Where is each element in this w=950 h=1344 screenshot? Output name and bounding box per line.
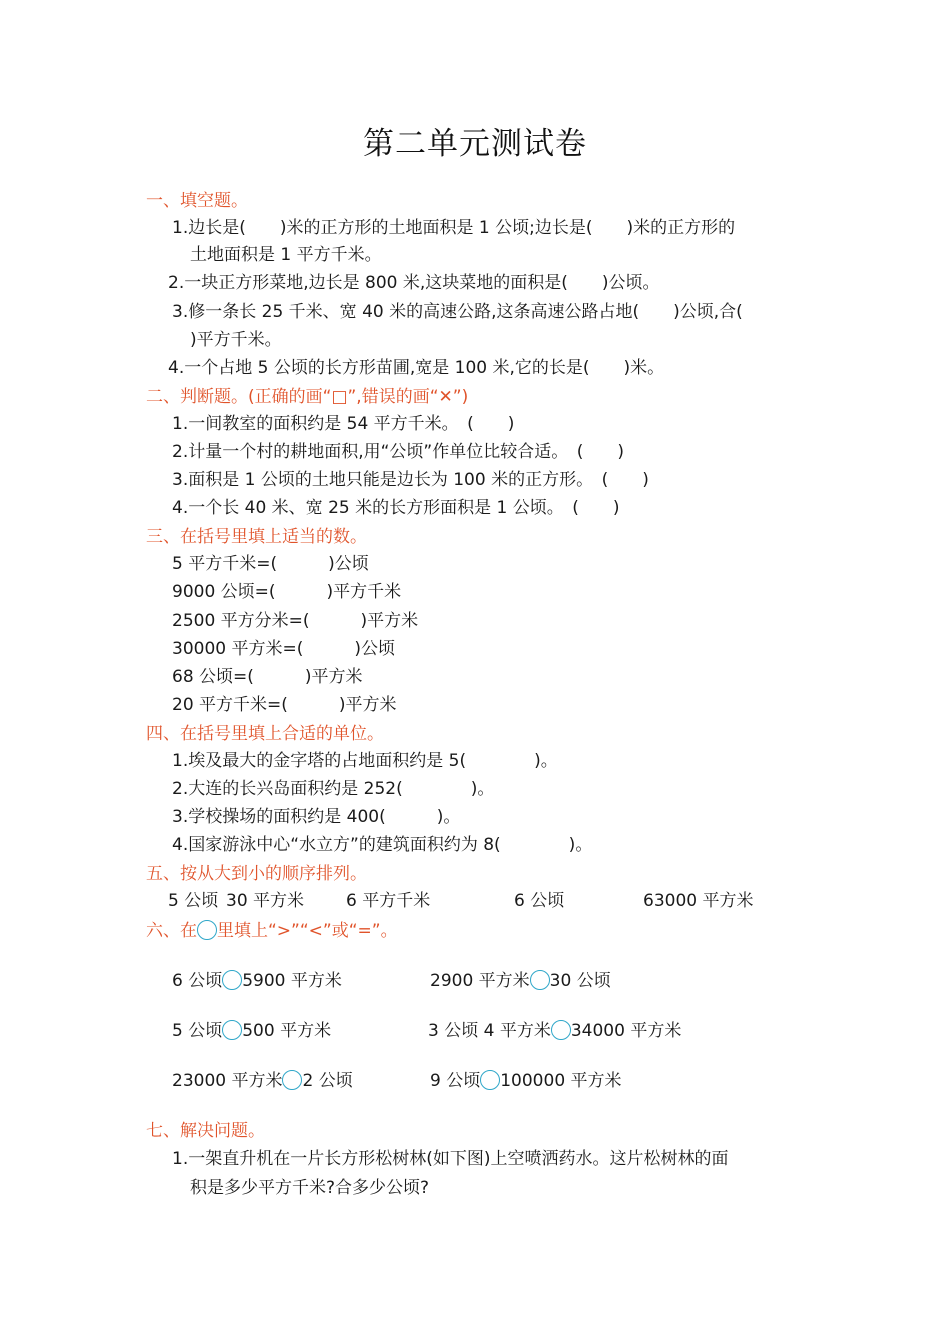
section-judge-heading: 二、判断题。(正确的画“□”,错误的画“✕”) [146,387,469,407]
compare-right: 34000 平方米 [570,1021,682,1041]
section-compare-heading [146,920,398,942]
page-title: 第二单元测试卷 [363,126,587,162]
convert-item-3: 2500 平方分米=( )平方米 [172,611,419,631]
compare-left: 6 公顷 [172,971,223,991]
judge-question-2: 2.计量一个村的耕地面积,用“公顷”作单位比较合适。 ( ) [172,442,625,462]
section-order-heading: 五、按从大到小的顺序排列。 [146,864,367,884]
fill-question-1-cont: 土地面积是 1 平方千米。 [190,245,382,265]
compare-blank-circle[interactable] [480,1070,500,1090]
problem-question-1-cont: 积是多少平方千米?合多少公顷? [190,1178,430,1198]
fill-question-3-cont: )平方千米。 [190,330,282,350]
compare-left: 23000 平方米 [172,1071,283,1091]
order-item-5: 63000 平方米 [643,891,754,911]
judge-question-4: 4.一个长 40 米、宽 25 米的长方形面积是 1 公顷。 ( ) [172,498,620,518]
compare-blank-circle[interactable] [222,970,242,990]
problem-question-1: 1.一架直升机在一片长方形松树林(如下图)上空喷洒药水。这片松树林的面 [172,1149,729,1169]
compare-item-1 [172,970,342,992]
judge-question-1: 1.一间教室的面积约是 54 平方千米。 ( ) [172,414,515,434]
compare-heading-end: 里填上“>”“<”或“=”。 [217,921,398,941]
units-question-4: 4.国家游泳中心“水立方”的建筑面积约为 8( )。 [172,835,593,855]
compare-heading-start: 六、在 [146,921,197,941]
compare-blank-circle[interactable] [282,1070,302,1090]
compare-item-5 [172,1070,353,1092]
compare-right: 5900 平方米 [242,971,342,991]
section-fill-heading: 一、填空题。 [146,191,248,211]
compare-left: 5 公顷 [172,1021,223,1041]
compare-left: 2900 平方米 [430,971,530,991]
convert-item-4: 30000 平方米=( )公顷 [172,639,395,659]
compare-right: 100000 平方米 [500,1071,622,1091]
order-item-1: 5 公顷 [168,891,219,911]
compare-blank-circle[interactable] [551,1020,571,1040]
units-question-2: 2.大连的长兴岛面积约是 252( )。 [172,779,495,799]
compare-item-2 [430,970,611,992]
compare-right: 500 平方米 [242,1021,332,1041]
compare-blank-circle[interactable] [222,1020,242,1040]
convert-item-6: 20 平方千米=( )平方米 [172,695,397,715]
compare-item-3 [172,1020,331,1042]
fill-question-4: 4.一个占地 5 公顷的长方形苗圃,宽是 100 米,它的长是( )米。 [168,358,665,378]
circle-icon [197,920,217,940]
compare-item-6 [430,1070,622,1092]
order-item-4: 6 公顷 [514,891,565,911]
fill-question-1: 1.边长是( )米的正方形的土地面积是 1 公顷;边长是( )米的正方形的 [172,218,736,238]
compare-left: 9 公顷 [430,1071,481,1091]
fill-question-3: 3.修一条长 25 千米、宽 40 米的高速公路,这条高速公路占地( )公顷,合( [172,302,743,322]
order-item-3: 6 平方千米 [346,891,431,911]
order-item-2: 30 平方米 [226,891,305,911]
convert-item-2: 9000 公顷=( )平方千米 [172,582,402,602]
compare-item-4 [428,1020,681,1042]
compare-right: 2 公顷 [302,1071,353,1091]
section-problem-heading: 七、解决问题。 [146,1121,265,1141]
units-question-1: 1.埃及最大的金字塔的占地面积约是 5( )。 [172,751,558,771]
section-units-heading: 四、在括号里填上合适的单位。 [146,724,384,744]
compare-blank-circle[interactable] [530,970,550,990]
fill-question-2: 2.一块正方形菜地,边长是 800 米,这块菜地的面积是( )公顷。 [168,273,660,293]
compare-right: 30 公顷 [549,971,611,991]
compare-left: 3 公顷 4 平方米 [428,1021,551,1041]
convert-item-5: 68 公顷=( )平方米 [172,667,363,687]
convert-item-1: 5 平方千米=( )公顷 [172,554,369,574]
section-convert-heading: 三、在括号里填上适当的数。 [146,527,367,547]
units-question-3: 3.学校操场的面积约是 400( )。 [172,807,461,827]
judge-question-3: 3.面积是 1 公顷的土地只能是边长为 100 米的正方形。 ( ) [172,470,649,490]
